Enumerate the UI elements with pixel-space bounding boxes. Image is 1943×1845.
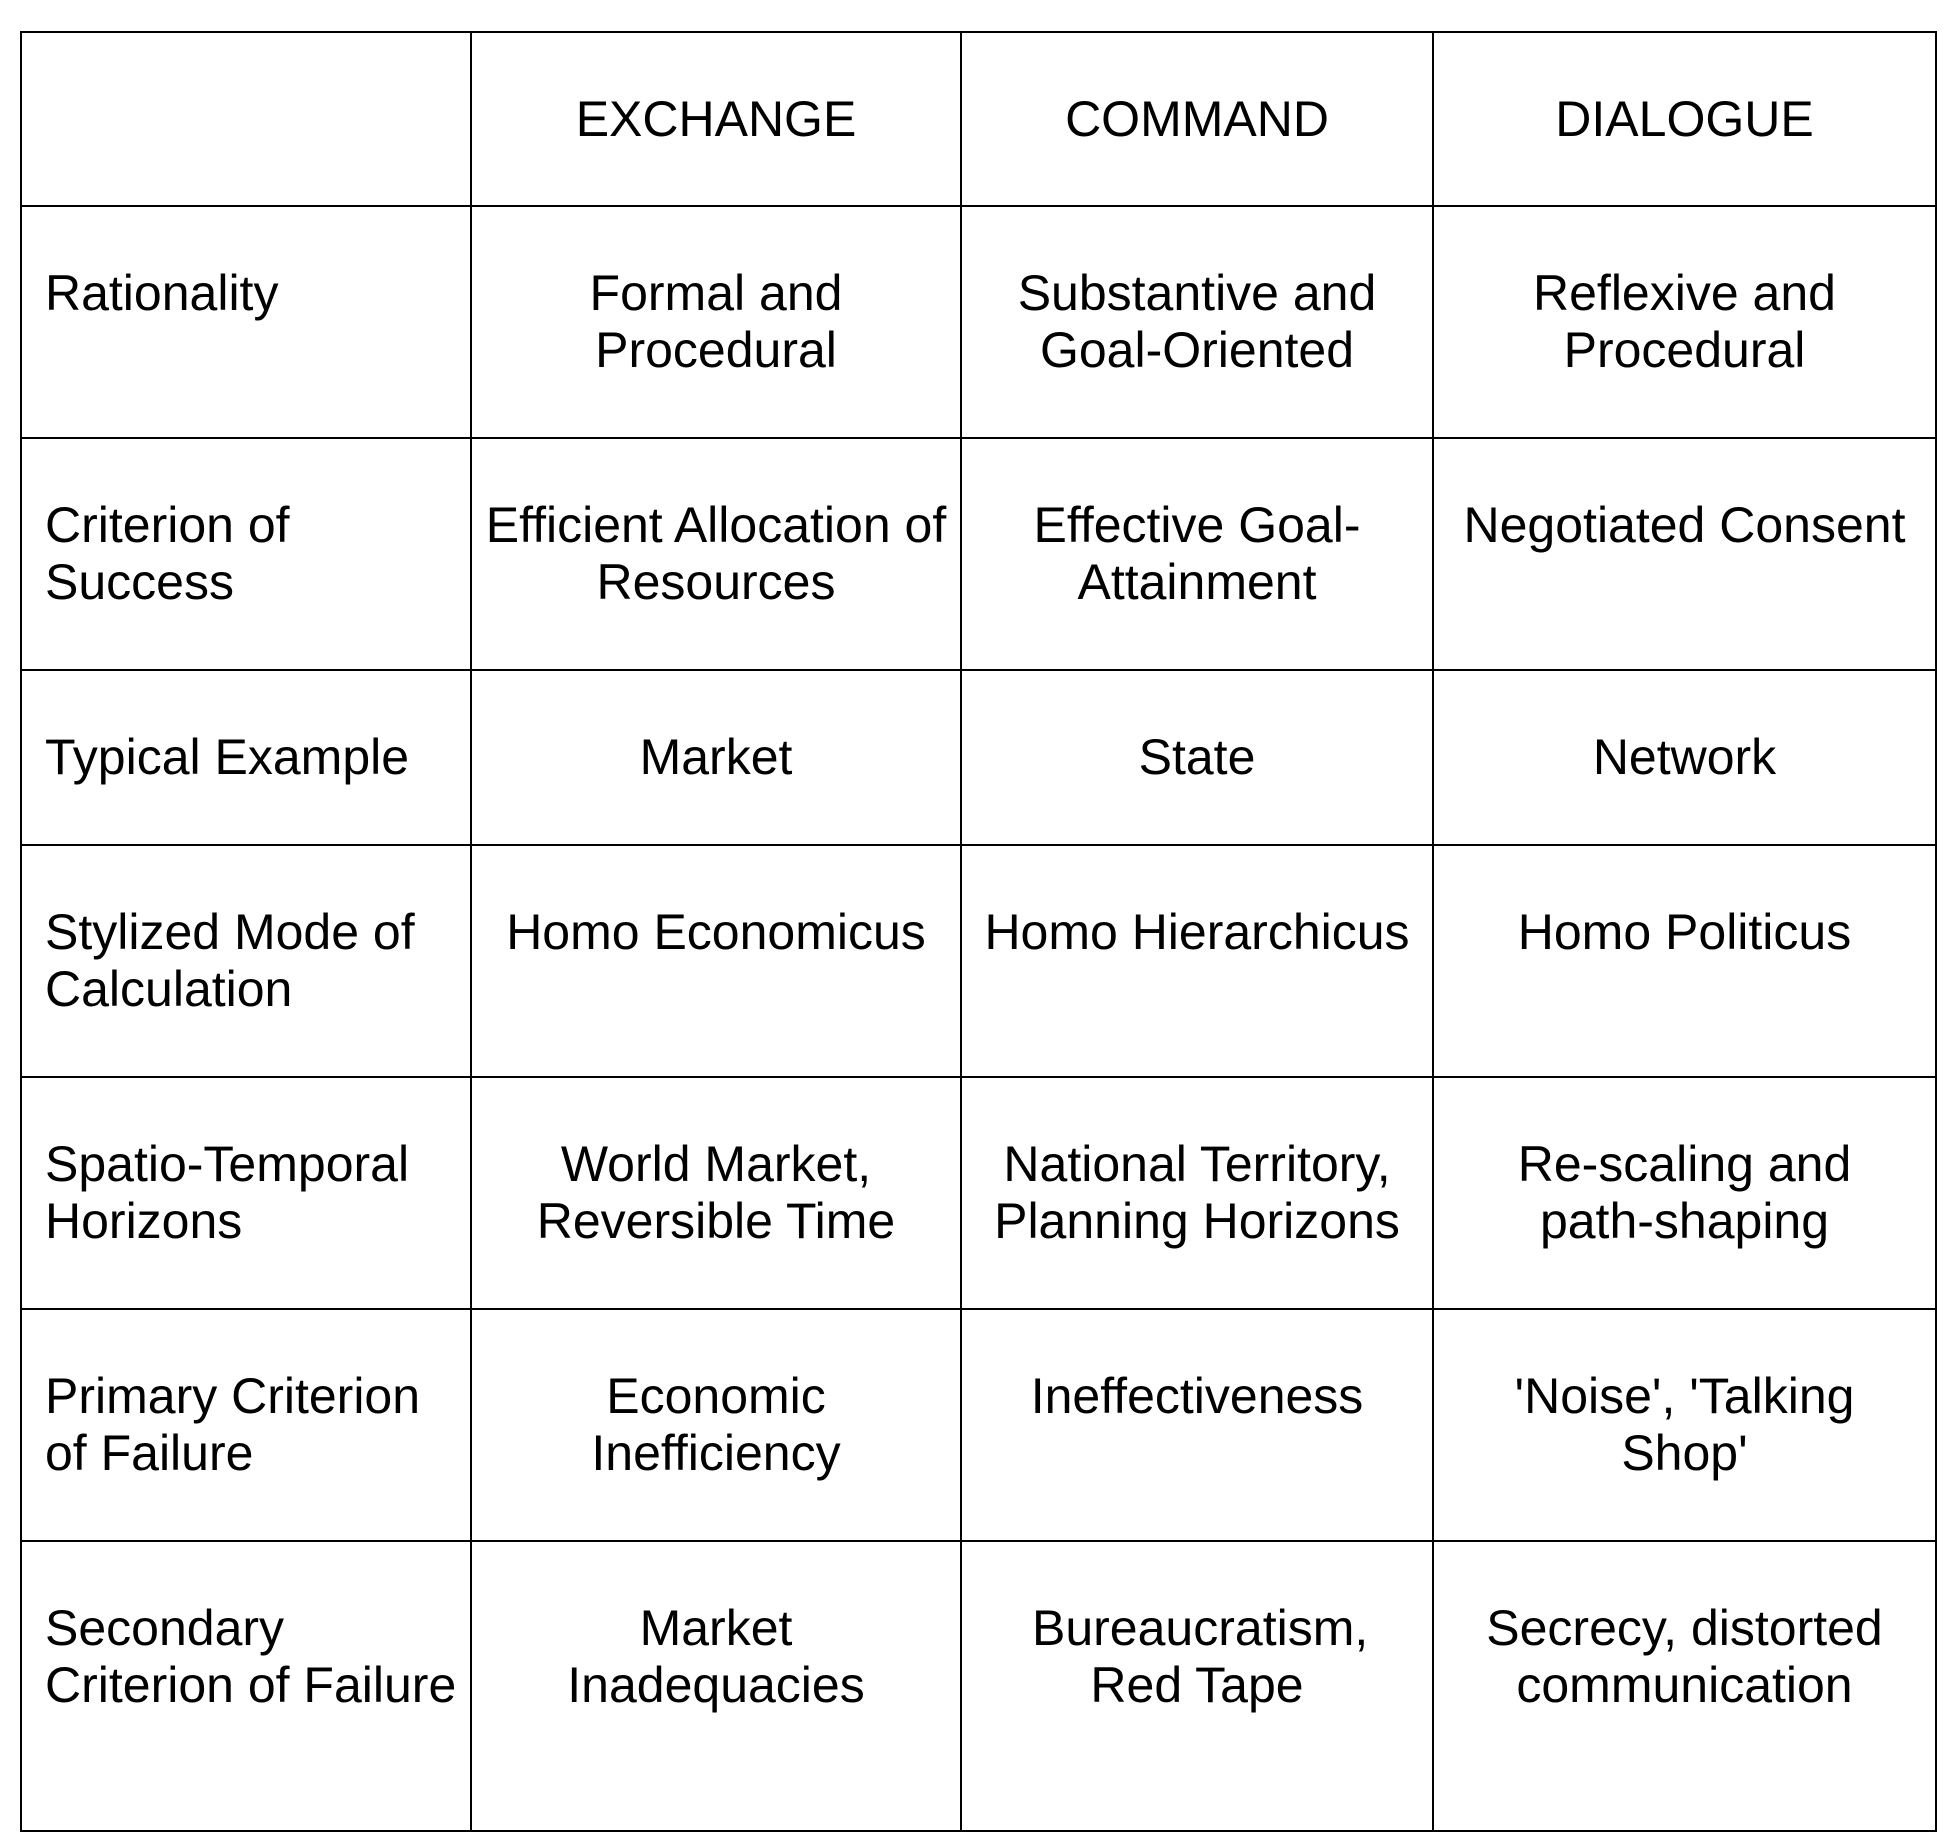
table-header-row [21, 32, 1936, 206]
table-row [21, 1541, 1936, 1831]
row-label: Criterion of Success [21, 438, 471, 670]
table-cell: Bureaucratism, Red Tape [961, 1541, 1433, 1831]
table-cell: Substantive and Goal-Oriented [961, 206, 1433, 438]
table-cell: Market Inadequacies [471, 1541, 961, 1831]
table-cell: Negotiated Consent [1433, 438, 1936, 670]
table-cell: National Territory, Planning Horizons [961, 1077, 1433, 1309]
column-header-dialogue: DIALOGUE [1433, 32, 1936, 206]
table-cell: Re-scaling and path-shaping [1433, 1077, 1936, 1309]
table-row [21, 1309, 1936, 1541]
table-row [21, 1077, 1936, 1309]
table-cell: Effective Goal-Attainment [961, 438, 1433, 670]
table-cell: Homo Economicus [471, 845, 961, 1077]
row-label: Spatio-Temporal Horizons [21, 1077, 471, 1309]
table-row [21, 438, 1936, 670]
table-cell: Efficient Allocation of Resources [471, 438, 961, 670]
table-cell: Reflexive and Procedural [1433, 206, 1936, 438]
table-cell: Market [471, 670, 961, 845]
row-label: Primary Criterion of Failure [21, 1309, 471, 1541]
table-cell: Homo Politicus [1433, 845, 1936, 1077]
table-row [21, 845, 1936, 1077]
row-label: Rationality [21, 206, 471, 438]
table-row [21, 670, 1936, 845]
column-header-command: COMMAND [961, 32, 1433, 206]
row-label: Secondary Criterion of Failure [21, 1541, 471, 1831]
column-header-exchange: EXCHANGE [471, 32, 961, 206]
governance-comparison-table [20, 31, 1937, 1832]
table-row [21, 206, 1936, 438]
corner-cell [21, 32, 471, 206]
table-cell: Formal and Procedural [471, 206, 961, 438]
table-cell: Ineffectiveness [961, 1309, 1433, 1541]
row-label: Typical Example [21, 670, 471, 845]
table-cell: Homo Hierarchicus [961, 845, 1433, 1077]
table-cell: Economic Inefficiency [471, 1309, 961, 1541]
table-cell: Network [1433, 670, 1936, 845]
row-label: Stylized Mode of Calculation [21, 845, 471, 1077]
table-cell: World Market, Reversible Time [471, 1077, 961, 1309]
table-cell: Secrecy, distorted communication [1433, 1541, 1936, 1831]
table-cell: State [961, 670, 1433, 845]
table-cell: 'Noise', 'Talking Shop' [1433, 1309, 1936, 1541]
